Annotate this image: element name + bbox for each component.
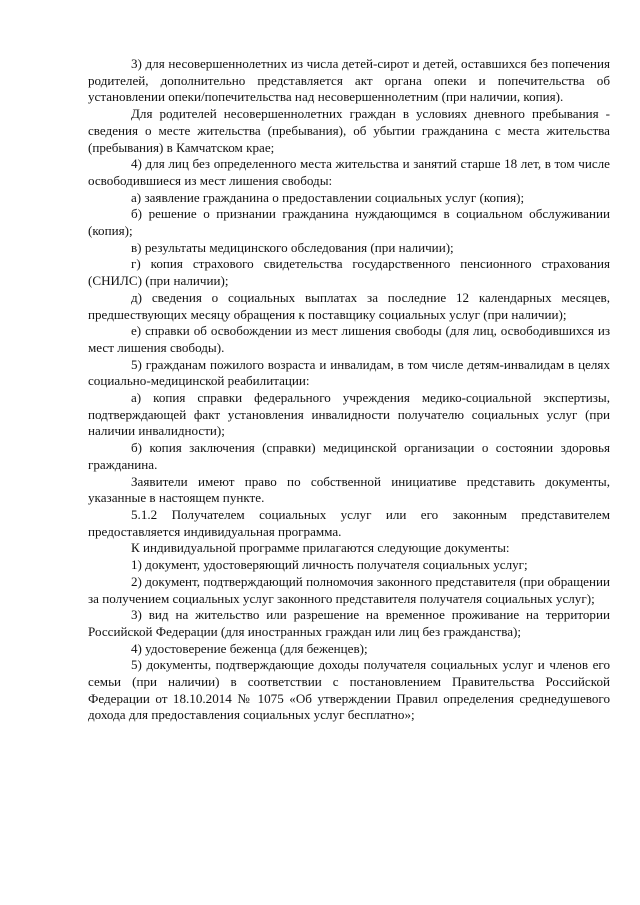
paragraph-applicants-right: Заявители имеют право по собственной инициативе представить документы, указанные в настоящем пункте. — [88, 473, 610, 506]
paragraph-attachment-2: 2) документ, подтверждающий полномочия законного представителя (при обращении за получением социальных услуг законного представителя получателя социальных услуг); — [88, 573, 610, 606]
paragraph-item-4e: е) справки об освобождении из мест лишения свободы (для лиц, освободившихся из мест лишения свободы). — [88, 323, 610, 355]
paragraph-attachment-5: 5) документы, подтверждающие доходы получателя социальных услуг и членов его семьи (при наличии) в соответствии с постановлением Правительства Российской Федерации от 18.10.2014 № 1075 «Об утверждении Правил определения среднедушевого дохода для предоставления социальных услуг бесплатно»; — [88, 657, 610, 723]
paragraph-item-4-homeless: 4) для лиц без определенного места жительства и занятий старше 18 лет, в том числе освободившиеся из мест лишения свободы: — [88, 156, 610, 188]
paragraph-item-5a: а) копия справки федерального учреждения медико-социальной экспертизы, подтверждающей факт установления инвалидности получателю социальных услуг (при наличии инвалидности); — [88, 390, 610, 439]
paragraph-item-3-orphans: 3) для несовершеннолетних из числа детей-сирот и детей, оставшихся без попечения родителей, дополнительно представляется акт органа опеки и попечительства об установлении опеки/попечительства над несовершеннолетним (при наличии, копия). — [88, 56, 610, 105]
paragraph-parents-day-stay: Для родителей несовершеннолетних граждан в условиях дневного пребывания - сведения о месте жительства (пребывания), об убытии гражданина с места жительства (пребывания) в Камчатском крае; — [88, 106, 610, 155]
paragraph-item-4a: а) заявление гражданина о предоставлении социальных услуг (копия); — [131, 189, 525, 205]
paragraph-item-4d: д) сведения о социальных выплатах за последние 12 календарных месяцев, предшествующих месяцу обращения к поставщику социальных услуг (при наличии); — [88, 289, 610, 322]
paragraph-item-5b: б) копия заключения (справки) медицинской организации о состоянии здоровья гражданина. — [88, 440, 610, 472]
paragraph-item-4b: б) решение о признании гражданина нуждающимся в социальном обслуживании (копия); — [88, 206, 610, 239]
paragraph-item-5-elderly: 5) гражданам пожилого возраста и инвалидам, в том числе детям-инвалидам в целях социально-медицинской реабилитации: — [88, 356, 610, 389]
paragraph-attachment-3: 3) вид на жительство или разрешение на временное проживание на территории Российской Федерации (для иностранных граждан или лиц без гражданства); — [88, 607, 610, 639]
paragraph-attachments-intro: К индивидуальной программе прилагаются следующие документы: — [131, 540, 510, 556]
document-page — [88, 56, 610, 724]
paragraph-5-1-2: 5.1.2 Получателем социальных услуг или его законным представителем предоставляется индивидуальная программа. — [88, 506, 610, 539]
paragraph-attachment-1: 1) документ, удостоверяющий личность получателя социальных услуг; — [131, 557, 528, 573]
paragraph-item-4v: в) результаты медицинского обследования (при наличии); — [131, 239, 454, 255]
paragraph-attachment-4: 4) удостоверение беженца (для беженцев); — [131, 640, 368, 656]
paragraph-item-4g: г) копия страхового свидетельства государственного пенсионного страхования (СНИЛС) (при наличии); — [88, 256, 610, 289]
